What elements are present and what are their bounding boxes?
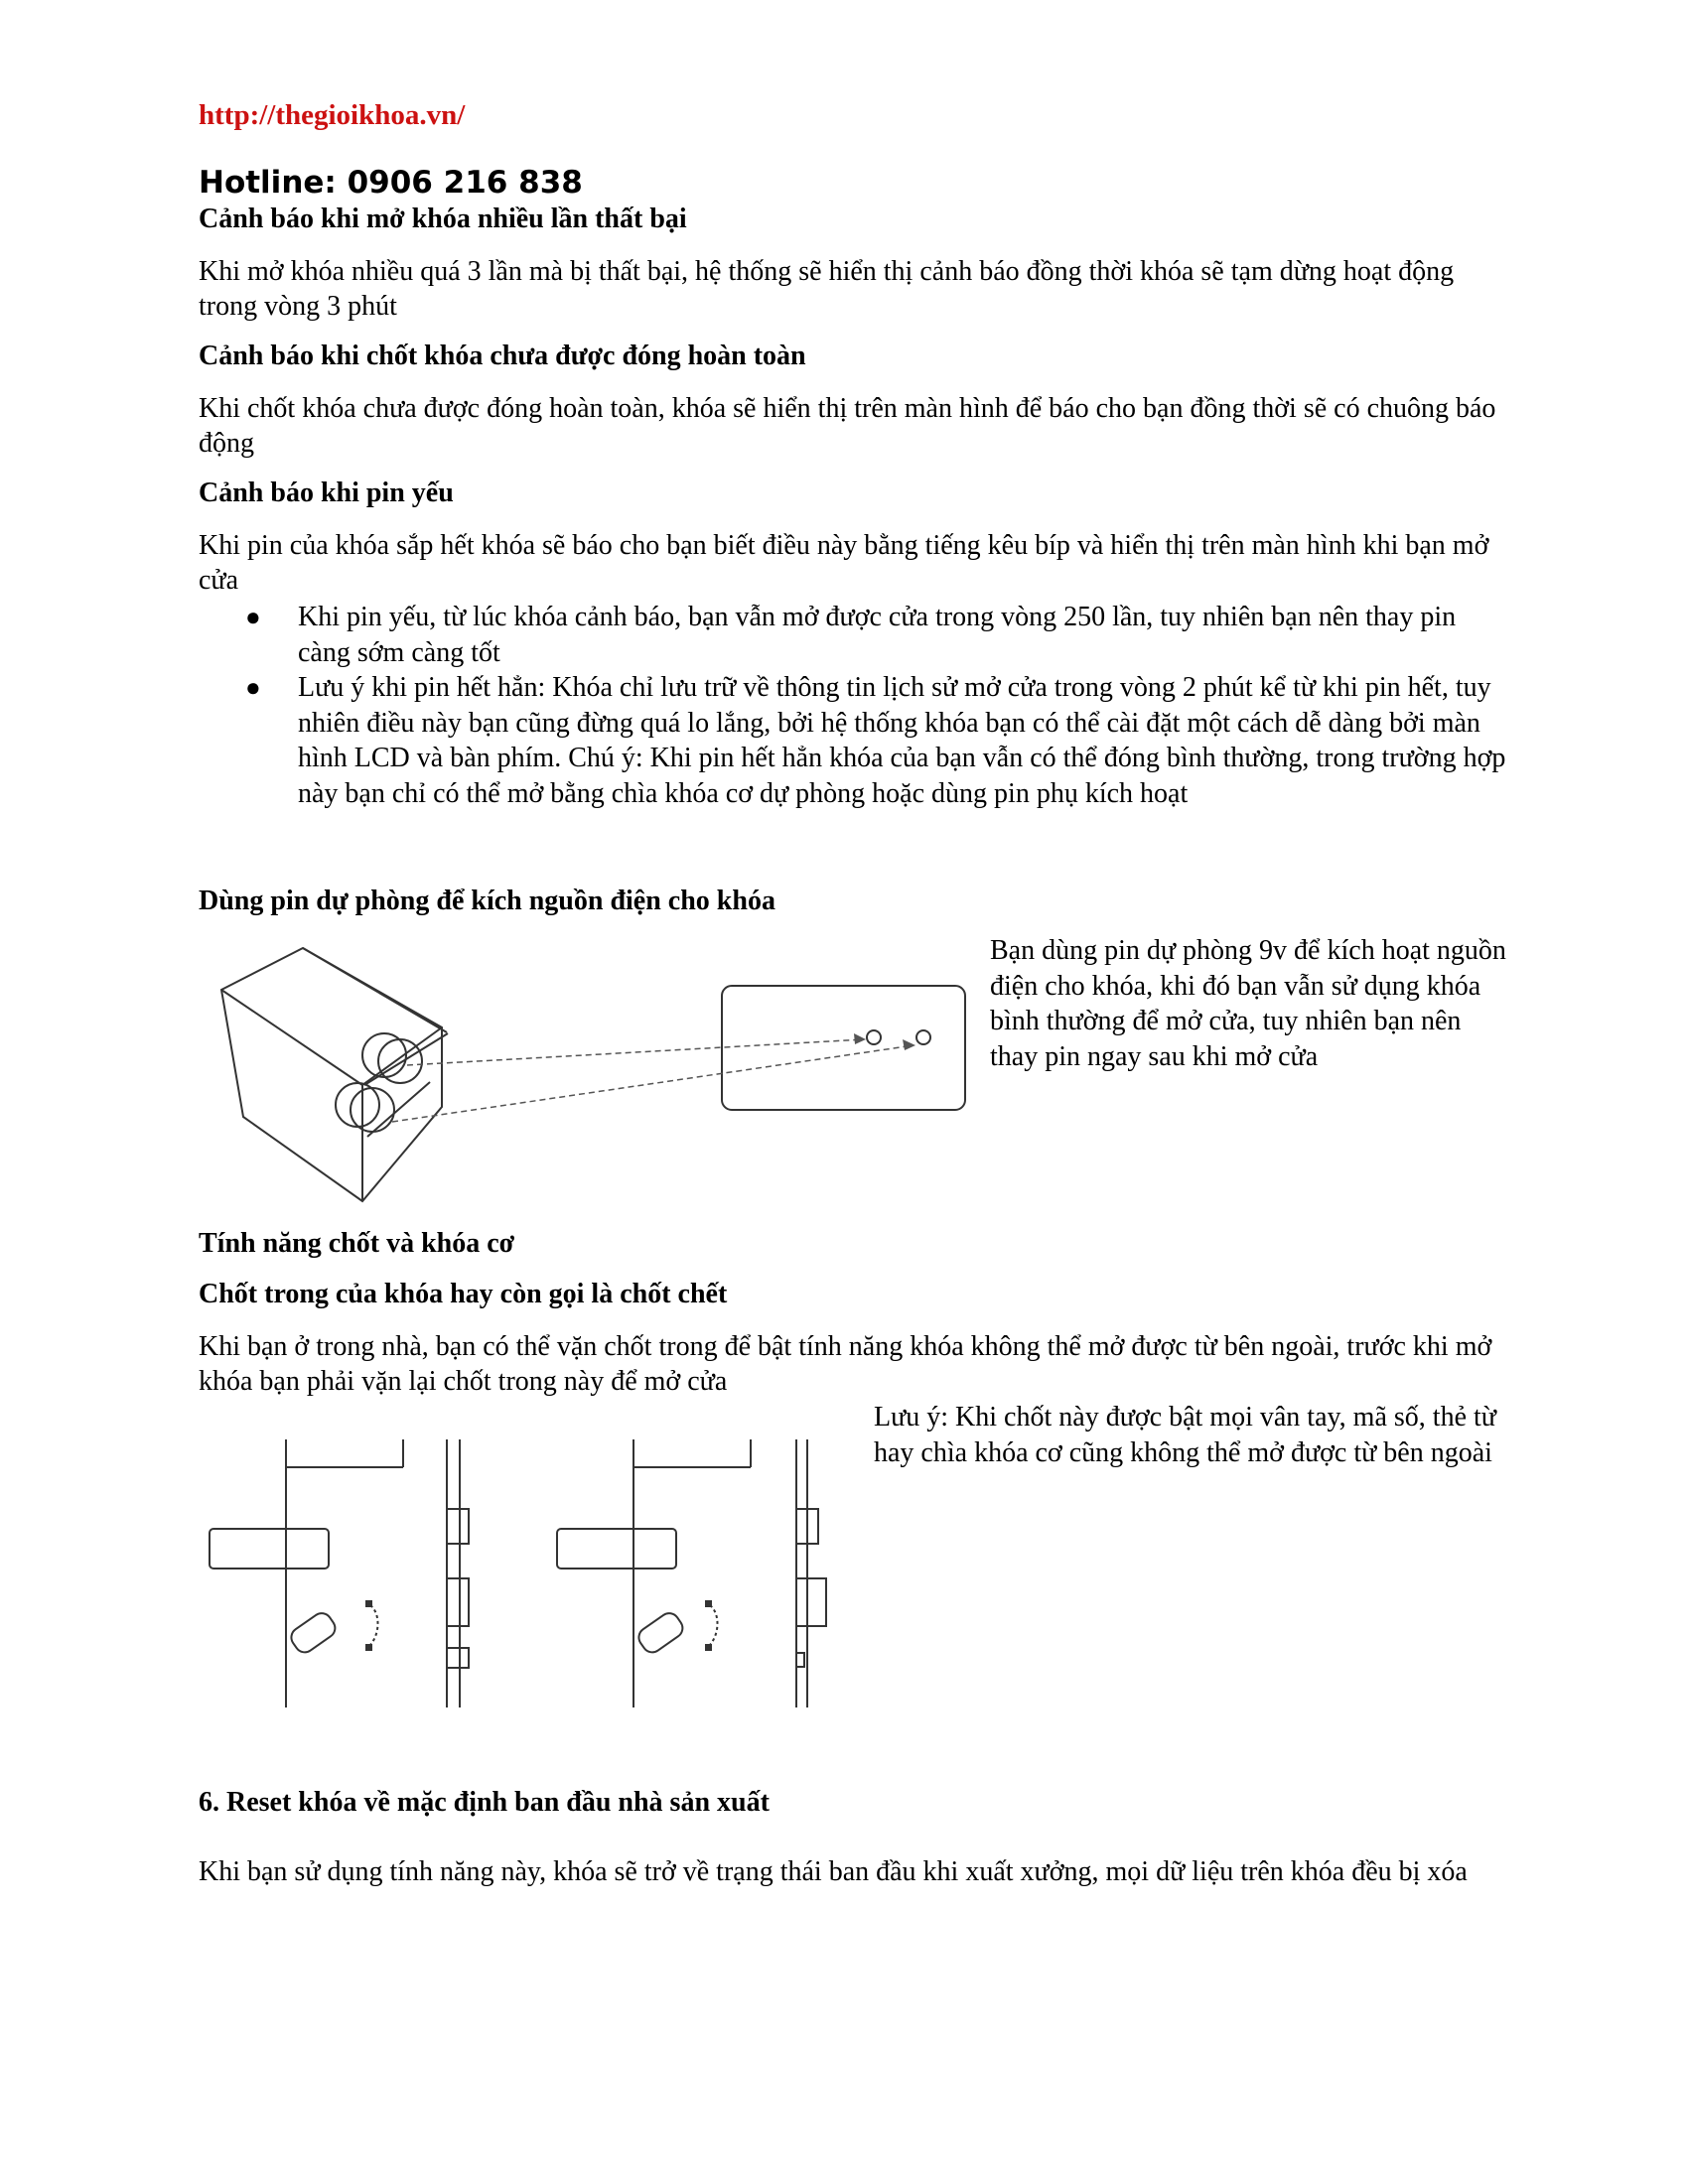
list-item <box>199 670 1509 811</box>
heading-deadbolt: Chốt trong của khóa hay còn gọi là chốt chết <box>199 1279 728 1309</box>
battery-bullet-list <box>199 600 1509 811</box>
bullet-icon: ● <box>245 673 261 702</box>
list-item-text: Lưu ý khi pin hết hẳn: Khóa chỉ lưu trữ về thông tin lịch sử mở cửa trong vòng 2 phút kể từ khi pin hết, tuy nhiên điều này bạn cũng đừng quá lo lắng, bởi hệ thống khóa bạn có thể cài đặt một cách dễ dàng bởi màn hình LCD và bàn phím. Chú ý: Khi pin hết hẳn khóa của bạn vẫn có thể đóng bình thường, trong trường hợp này bạn chỉ có thể mở bằng chìa khóa cơ dự phòng hoặc dùng pin phụ kích hoạt <box>298 672 1506 809</box>
door-unlocked-icon <box>210 1439 469 1707</box>
battery-body-icon <box>221 948 965 1201</box>
hotline-text: Hotline: 0906 216 838 <box>199 165 583 201</box>
paragraph-fail-warning: Khi mở khóa nhiều quá 3 lần mà bị thất bại, hệ thống sẽ hiển thị cảnh báo đồng thời khóa sẽ tạm dừng hoạt động trong vòng 3 phút <box>199 256 1455 322</box>
paragraph-latch-warning: Khi chốt khóa chưa được đóng hoàn toàn, khóa sẽ hiển thị trên màn hình để báo cho bạn đồng thời sẽ có chuông báo động <box>199 393 1496 459</box>
paragraph-deadbolt-note: Lưu ý: Khi chốt này được bật mọi vân tay, mã số, thẻ từ hay chìa khóa cơ cũng không thể mở được từ bên ngoài <box>874 1402 1496 1468</box>
heading-latch-warning: Cảnh báo khi chốt khóa chưa được đóng hoàn toàn <box>199 341 806 371</box>
battery-diagram <box>213 938 988 1206</box>
paragraph-backup-battery: Bạn dùng pin dự phòng 9v để kích hoạt nguồn điện cho khóa, khi đó bạn vẫn sử dụng khóa bình thường để mở cửa, tuy nhiên bạn nên thay pin ngay sau khi mở cửa <box>990 935 1506 1072</box>
website-url[interactable]: http://thegioikhoa.vn/ <box>199 99 466 131</box>
deadbolt-diagram <box>204 1434 844 1717</box>
door-locked-icon <box>557 1439 826 1707</box>
list-item-text: Khi pin yếu, từ lúc khóa cảnh báo, bạn vẫn mở được cửa trong vòng 250 lần, tuy nhiên bạn nên thay pin càng sớm càng tốt <box>298 602 1457 668</box>
paragraph-battery-warning: Khi pin của khóa sắp hết khóa sẽ báo cho bạn biết điều này bằng tiếng kêu bíp và hiển thị trên màn hình khi bạn mở cửa <box>199 530 1489 596</box>
heading-factory-reset: 6. Reset khóa về mặc định ban đầu nhà sản xuất <box>199 1787 770 1818</box>
bullet-icon: ● <box>245 603 261 631</box>
heading-backup-battery: Dùng pin dự phòng để kích nguồn điện cho khóa <box>199 886 775 916</box>
heading-fail-warning: Cảnh báo khi mở khóa nhiều lần thất bại <box>199 204 687 234</box>
heading-mechanical-lock: Tính năng chốt và khóa cơ <box>199 1228 515 1259</box>
paragraph-factory-reset: Khi bạn sử dụng tính năng này, khóa sẽ trở về trạng thái ban đầu khi xuất xưởng, mọi dữ liệu trên khóa đều bị xóa <box>199 1856 1468 1887</box>
list-item <box>199 600 1509 670</box>
heading-battery-warning: Cảnh báo khi pin yếu <box>199 478 454 508</box>
arrowhead-icon <box>854 1033 915 1050</box>
paragraph-deadbolt: Khi bạn ở trong nhà, bạn có thể vặn chốt trong để bật tính năng khóa không thể mở được từ bên ngoài, trước khi mở khóa bạn phải vặn lại chốt trong này để mở cửa <box>199 1331 1492 1397</box>
